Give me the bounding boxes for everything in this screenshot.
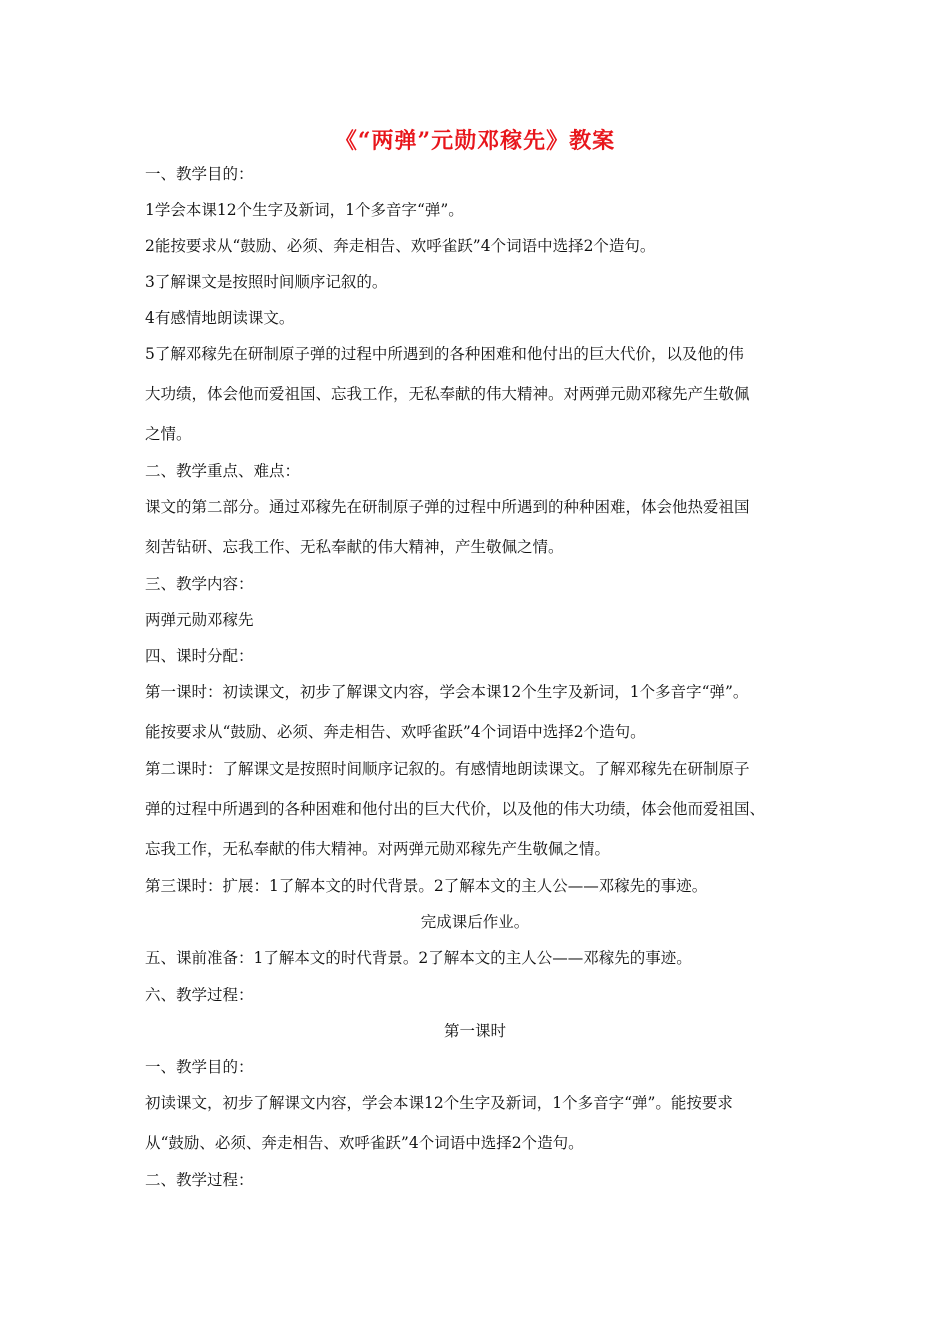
document-title: 《“两弹”元勋邓稼先》教案 bbox=[334, 128, 616, 154]
goal-item-3: 3了解课文是按照时间顺序记叙的。 bbox=[145, 273, 388, 291]
goal-item-5-line-1: 5了解邓稼先在研制原子弹的过程中所遇到的各种困难和他付出的巨大代价，以及他的伟 bbox=[145, 345, 744, 363]
schedule-line-6: 第三课时：扩展：1了解本文的时代背景。2了解本文的主人公——邓稼先的事迹。 bbox=[145, 877, 708, 895]
schedule-line-2: 能按要求从“鼓励、必须、奔走相告、欢呼雀跃”4个词语中选择2个造句。 bbox=[145, 723, 646, 741]
key-points-line-2: 刻苦钻研、忘我工作、无私奉献的伟大精神，产生敬佩之情。 bbox=[145, 538, 564, 556]
goal-item-5-line-2: 大功绩，体会他而爱祖国、忘我工作，无私奉献的伟大精神。对两弹元勋邓稼先产生敬佩 bbox=[145, 385, 750, 403]
schedule-centered-note: 完成课后作业。 bbox=[420, 913, 530, 931]
preparation-line: 五、课前准备：1了解本文的时代背景。2了解本文的主人公——邓稼先的事迹。 bbox=[145, 949, 692, 967]
key-points-heading: 二、教学重点、难点： bbox=[145, 462, 301, 480]
schedule-line-1: 第一课时：初读课文，初步了解课文内容，学会本课12个生字及新词，1个多音字“弹”。 bbox=[145, 683, 749, 701]
lesson-1-goal-line-1: 初读课文，初步了解课文内容，学会本课12个生字及新词，1个多音字“弹”。能按要求 bbox=[145, 1094, 733, 1112]
goal-item-1: 1学会本课12个生字及新词，1个多音字“弹”。 bbox=[145, 201, 464, 219]
lesson-1-goal-heading: 一、教学目的： bbox=[145, 1058, 254, 1076]
lesson-1-goal-line-2: 从“鼓励、必须、奔走相告、欢呼雀跃”4个词语中选择2个造句。 bbox=[145, 1134, 584, 1152]
schedule-line-4: 弹的过程中所遇到的各种困难和他付出的巨大代价，以及他的伟大功绩，体会他而爱祖国、 bbox=[145, 800, 766, 818]
lesson-1-process-heading: 二、教学过程： bbox=[145, 1171, 254, 1189]
schedule-line-3: 第二课时：了解课文是按照时间顺序记叙的。有感情地朗读课文。了解邓稼先在研制原子 bbox=[145, 760, 750, 778]
schedule-line-5: 忘我工作，无私奉献的伟大精神。对两弹元勋邓稼先产生敬佩之情。 bbox=[145, 840, 611, 858]
goal-item-4: 4有感情地朗读课文。 bbox=[145, 309, 295, 327]
process-heading: 六、教学过程： bbox=[145, 986, 254, 1004]
schedule-heading: 四、课时分配： bbox=[145, 647, 254, 665]
key-points-line-1: 课文的第二部分。通过邓稼先在研制原子弹的过程中所遇到的种种困难，体会他热爱祖国 bbox=[145, 498, 750, 516]
content-heading: 三、教学内容： bbox=[145, 575, 254, 593]
lesson-1-title: 第一课时 bbox=[443, 1022, 506, 1040]
content-text: 两弹元勋邓稼先 bbox=[145, 611, 254, 629]
goal-item-2: 2能按要求从“鼓励、必须、奔走相告、欢呼雀跃”4个词语中选择2个造句。 bbox=[145, 237, 656, 255]
goals-heading: 一、教学目的： bbox=[145, 165, 254, 183]
goal-item-5-line-3: 之情。 bbox=[145, 425, 192, 443]
